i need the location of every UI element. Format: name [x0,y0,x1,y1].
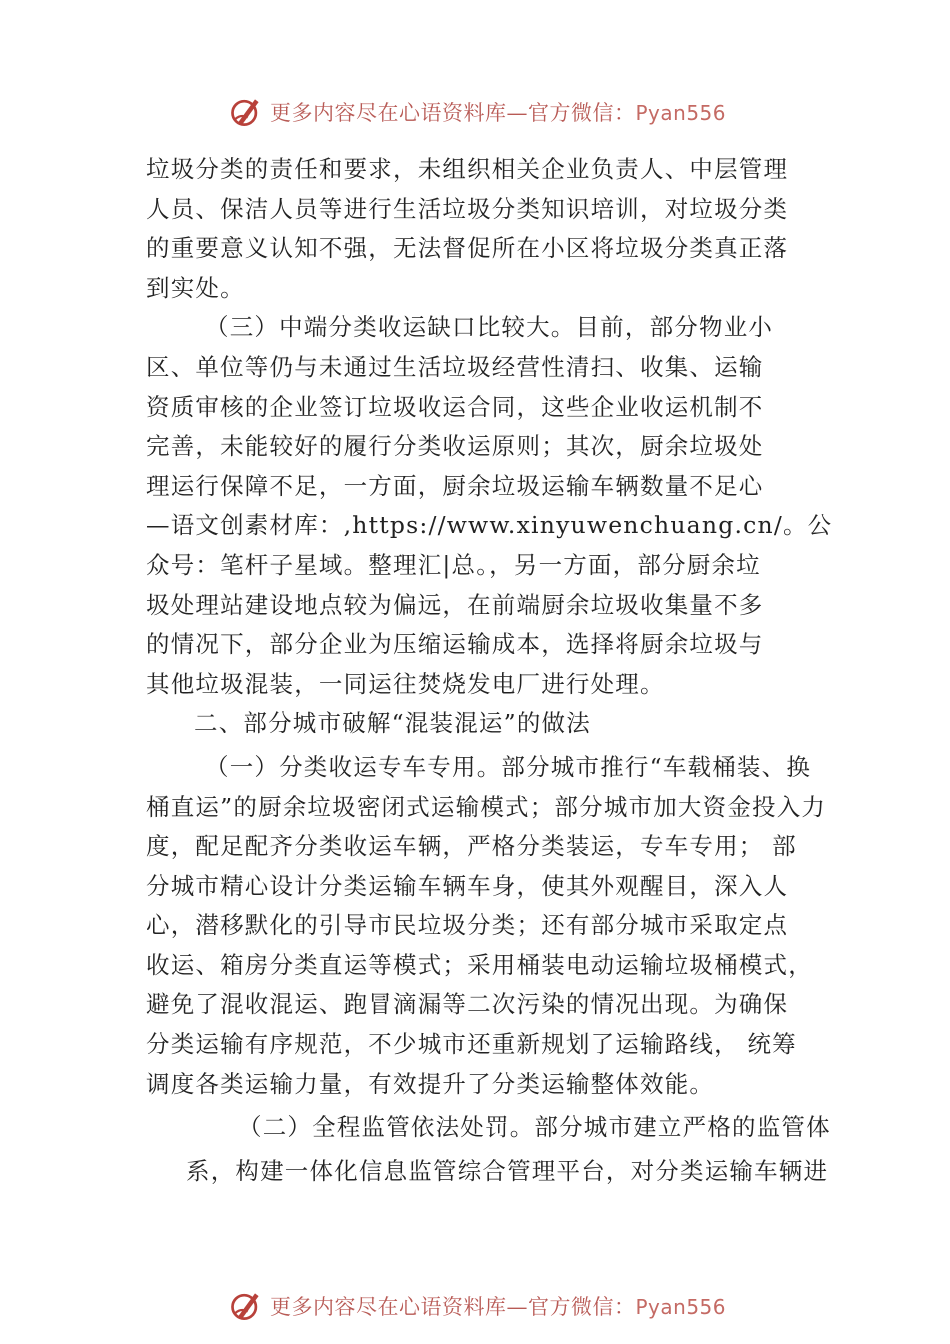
text-line: 资质审核的企业签订垃圾收运合同，这些企业收运机制不 [146,392,764,421]
text-line: 人员、保洁人员等进行生活垃圾分类知识培训，对垃圾分类 [146,194,789,223]
text-line: 分类运输有序规范，不少城市还重新规划了运输路线， 统筹 [146,1030,797,1059]
text-line: 区、单位等仍与未通过生活垃圾经营性清扫、收集、运输 [146,352,764,381]
header-dash: — [506,101,528,125]
header-banner [228,94,726,130]
text-line: （三）中端分类收运缺口比较大。目前，部分物业小 [205,313,774,342]
text-line: 到实处。 [146,273,245,302]
text-line: 分城市精心设计分类运输车辆车身，使其外观醒目，深入人 [146,871,789,900]
text-line: —语文创素材库：,https://www.xinyuwenchuang.cn/。公 [146,511,833,540]
text-line: 垃圾分类的责任和要求，未组织相关企业负责人、中层管理 [146,155,789,183]
footer-banner [228,1288,726,1324]
header-brand: 更多内容尽在心语资料库 [270,101,507,125]
text-line: 系，构建一体化信息监管综合管理平台，对分类运输车辆进 [186,1156,829,1185]
text-line: 收运、箱房分类直运等模式；采用桶装电动运输垃圾桶模式， [146,950,813,979]
text-line: 桶直运”的厨余垃圾密闭式运输模式；部分城市加大资金投入力 [146,792,827,821]
text-line: 的情况下，部分企业为压缩运输成本，选择将厨余垃圾与 [146,630,764,659]
text-line: 心，潜移默化的引导市民垃圾分类；还有部分城市采取定点 [146,911,789,940]
footer-text [270,1291,726,1321]
pen-logo-icon [228,1288,264,1324]
text-line: 的重要意义认知不强，无法督促所在小区将垃圾分类真正落 [146,234,789,263]
footer-brand: 更多内容尽在心语资料库 [270,1295,507,1319]
footer-wechat-id: Pyan556 [635,1295,727,1319]
text-line: 其他垃圾混装，一同运往焚烧发电厂进行处理。 [146,669,665,698]
text-line: 圾处理站建设地点较为偏远，在前端厨余垃圾收集量不多 [146,590,764,619]
header-label: 官方微信： [528,101,636,125]
text-line: 避免了混收混运、跑冒滴漏等二次污染的情况出现。为确保 [146,990,789,1019]
text-line: 理运行保障不足，一方面，厨余垃圾运输车辆数量不足心 [146,471,764,500]
section-heading: 二、部分城市破解“混装混运”的做法 [194,709,591,738]
text-line: （二）全程监管依法处罚。部分城市建立严格的监管体 [238,1113,831,1142]
text-line: 众号：笔杆子星域。整理汇|总。，另一方面，部分厨余垃 [146,550,761,579]
text-line: 度，配足配齐分类收运车辆，严格分类装运，专车专用； 部 [146,832,797,861]
header-text [270,97,726,127]
text-line: 完善，未能较好的履行分类收运原则；其次，厨余垃圾处 [146,432,764,461]
footer-label: 官方微信： [528,1295,636,1319]
document-body [146,150,833,1191]
pen-logo-icon [228,94,264,130]
text-line: 调度各类运输力量，有效提升了分类运输整体效能。 [146,1069,715,1098]
footer-dash: — [506,1295,528,1319]
text-line: （一）分类收运专车专用。部分城市推行“车载桶装、换 [205,752,812,781]
header-wechat-id: Pyan556 [635,101,727,125]
